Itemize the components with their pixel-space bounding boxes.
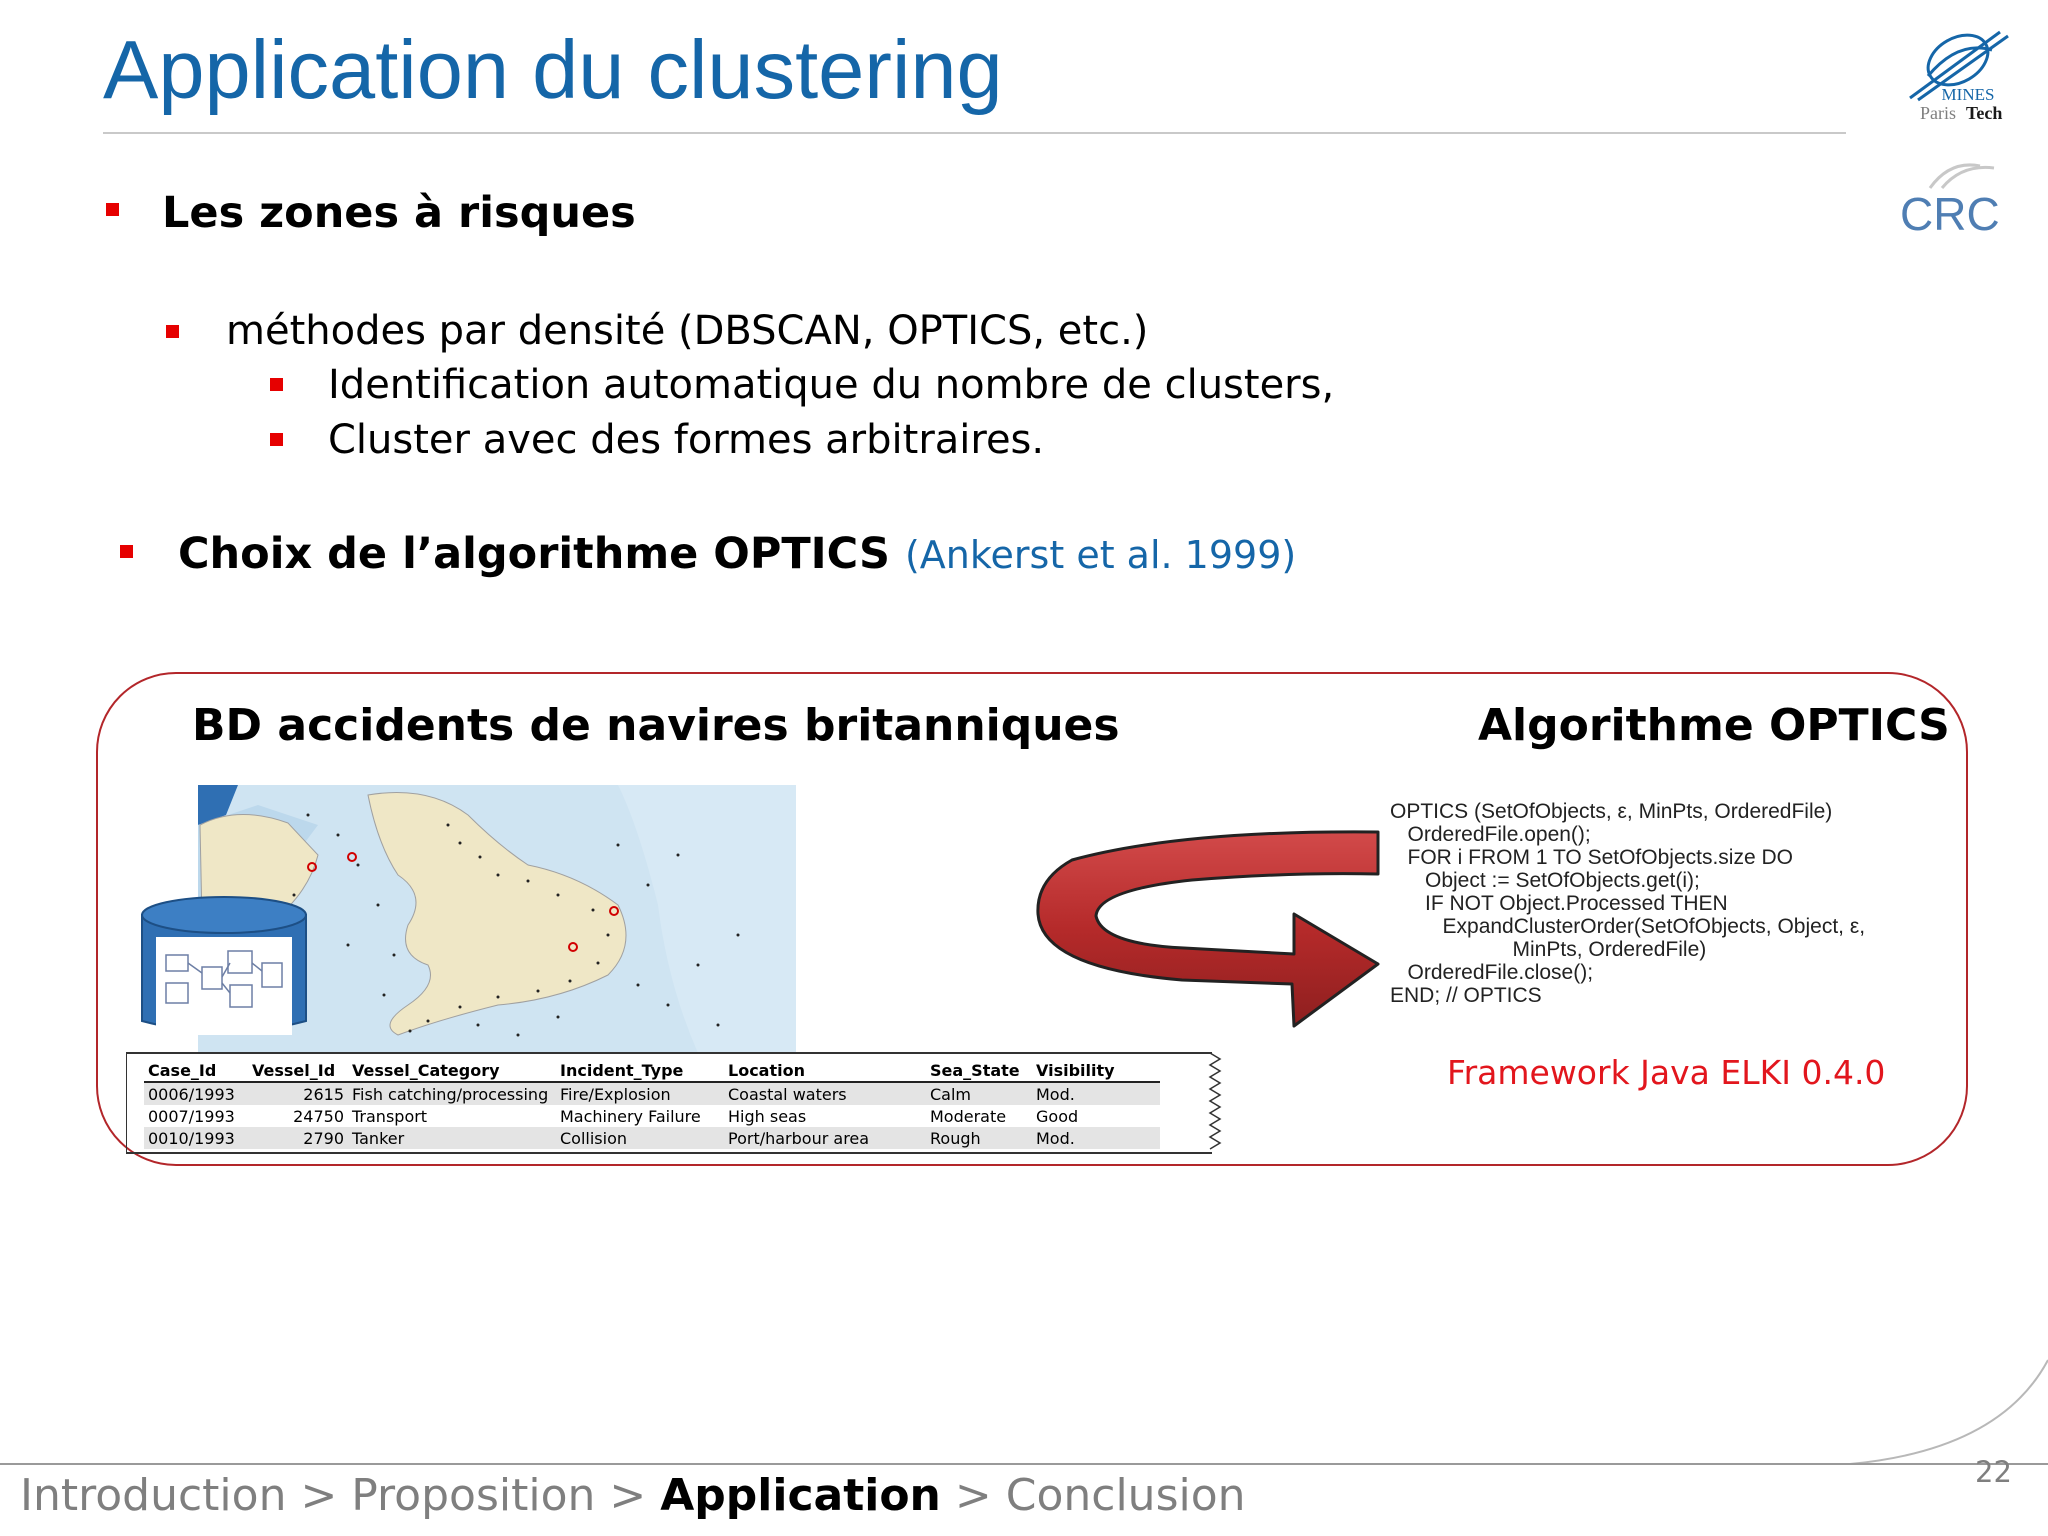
cell: Port/harbour area xyxy=(724,1127,926,1149)
breadcrumb xyxy=(20,1470,1246,1521)
col-sea-state: Sea_State xyxy=(926,1059,1032,1082)
col-location: Location xyxy=(724,1059,926,1082)
cell: Moderate xyxy=(930,1106,1007,1126)
ankerst-reference: (Ankerst et al. 1999) xyxy=(904,533,1297,577)
breadcrumb-proposition: Proposition xyxy=(351,1470,596,1521)
cell: Fire/Explosion xyxy=(556,1082,724,1105)
bullet-marker xyxy=(166,325,179,338)
code-line: OPTICS (SetOfObjects, ε, MinPts, OrderedFile) xyxy=(1390,800,1833,823)
breadcrumb-separator: > xyxy=(286,1470,352,1521)
bullet-marker xyxy=(120,545,133,558)
bd-accidents-heading: BD accidents de navires britanniques xyxy=(192,700,1120,751)
code-line: OrderedFile.open(); xyxy=(1390,823,1591,846)
bullet-methodes-densite: méthodes par densité (DBSCAN, OPTICS, etc.) xyxy=(226,308,1149,354)
bullet-marker xyxy=(270,433,283,446)
mines-paristech-logo xyxy=(1880,20,2020,130)
col-visibility: Visibility xyxy=(1032,1059,1160,1082)
bullet-marker xyxy=(270,378,283,391)
cell: 0006/1993 xyxy=(144,1082,248,1105)
page-number: 22 xyxy=(1975,1455,2012,1489)
table-row xyxy=(144,1127,1160,1149)
cell: Collision xyxy=(556,1127,724,1149)
paris-text: Paris xyxy=(1920,103,1956,123)
breadcrumb-separator: > xyxy=(940,1470,1006,1521)
breadcrumb-application: Application xyxy=(660,1470,941,1521)
tech-text: Tech xyxy=(1966,103,2003,123)
slide-title: Application du clustering xyxy=(103,23,1003,116)
code-line: END; // OPTICS xyxy=(1390,984,1542,1007)
cell: 0007/1993 xyxy=(148,1106,235,1126)
cell: 2615 xyxy=(248,1082,348,1105)
cell: 2790 xyxy=(248,1127,348,1149)
col-vessel-id: Vessel_Id xyxy=(248,1059,348,1082)
col-case-id: Case_Id xyxy=(144,1059,248,1082)
cell: Rough xyxy=(926,1127,1032,1149)
framework-elki-label: Framework Java ELKI 0.4.0 xyxy=(1447,1053,1886,1092)
database-icon xyxy=(138,893,310,1043)
bullet-zones-risques: Les zones à risques xyxy=(162,188,636,238)
bullet-choix-optics xyxy=(178,529,1296,579)
code-line: MinPts, OrderedFile) xyxy=(1390,938,1707,961)
cell: 24750 xyxy=(293,1106,344,1126)
crc-text: CRC xyxy=(1900,188,2000,240)
title-divider xyxy=(103,132,1846,134)
code-line: IF NOT Object.Processed THEN xyxy=(1390,892,1728,915)
code-line: Object := SetOfObjects.get(i); xyxy=(1390,869,1700,892)
cell: Transport xyxy=(352,1106,428,1126)
crc-logo xyxy=(1890,160,2010,240)
accident-data-table xyxy=(144,1059,1160,1149)
algorithme-optics-heading: Algorithme OPTICS xyxy=(1478,700,1950,751)
breadcrumb-conclusion: Conclusion xyxy=(1005,1470,1246,1521)
code-line: ExpandClusterOrder(SetOfObjects, Object, ε, xyxy=(1390,915,1866,938)
curved-arrow-icon xyxy=(1032,818,1388,1038)
table-row xyxy=(144,1082,1160,1105)
code-line: OrderedFile.close(); xyxy=(1390,961,1594,984)
accident-data-table-wrap xyxy=(126,1051,1224,1155)
col-vessel-category: Vessel_Category xyxy=(348,1059,556,1082)
cell: Coastal waters xyxy=(724,1082,926,1105)
bullet-marker xyxy=(106,203,119,216)
col-incident-type: Incident_Type xyxy=(556,1059,724,1082)
table-row xyxy=(144,1105,1160,1127)
breadcrumb-separator: > xyxy=(595,1470,661,1521)
cell: 0010/1993 xyxy=(144,1127,248,1149)
mines-text: MINES xyxy=(1941,85,1995,104)
cell: Mod. xyxy=(1032,1127,1160,1149)
cell: Machinery Failure xyxy=(560,1106,701,1126)
optics-pseudocode xyxy=(1390,800,1865,1007)
breadcrumb-introduction: Introduction xyxy=(20,1470,287,1521)
cell: Calm xyxy=(926,1082,1032,1105)
table-header-row xyxy=(144,1059,1160,1082)
cell: Good xyxy=(1036,1106,1079,1126)
bullet-identification: Identification automatique du nombre de clusters, xyxy=(328,362,1335,408)
cell: Tanker xyxy=(348,1127,556,1149)
cell: High seas xyxy=(728,1106,807,1126)
bullet-formes-arbitraires: Cluster avec des formes arbitraires. xyxy=(328,417,1045,463)
cell: Mod. xyxy=(1032,1082,1160,1105)
choix-optics-text: Choix de l’algorithme OPTICS xyxy=(178,529,890,579)
code-line: FOR i FROM 1 TO SetOfObjects.size DO xyxy=(1390,846,1793,869)
cell: Fish catching/processing xyxy=(348,1082,556,1105)
footer-divider xyxy=(0,1463,2048,1465)
